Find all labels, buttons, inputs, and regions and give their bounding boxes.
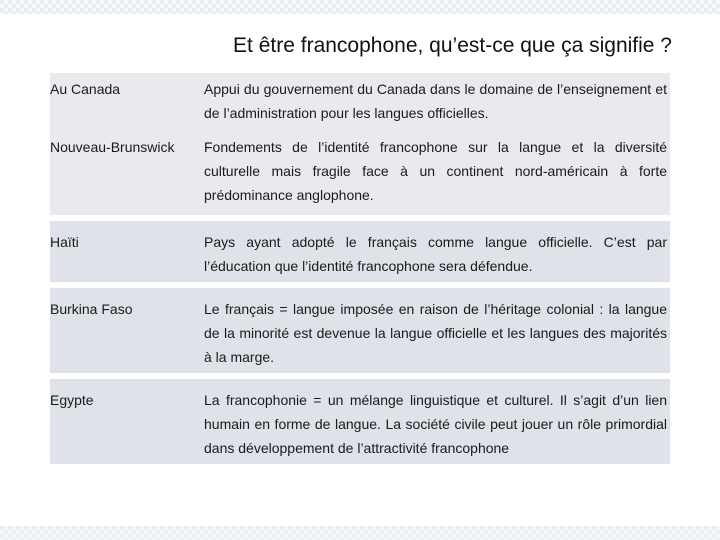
row-label: Burkina Faso <box>50 285 202 376</box>
row-label: Au Canada <box>50 73 202 130</box>
table-row <box>50 130 670 218</box>
row-description: Fondements de l’identité francophone sur la langue et la diversité culturelle mais fragile face à un continent nord-américain à forte prédominance anglophone. <box>202 130 670 218</box>
table-row <box>50 285 670 376</box>
francophone-table <box>50 73 670 464</box>
bottom-decorative-border <box>0 526 720 540</box>
top-decorative-border <box>0 0 720 14</box>
table-row <box>50 376 670 464</box>
row-label: Nouveau-Brunswick <box>50 130 202 218</box>
table-row <box>50 218 670 285</box>
table-row <box>50 73 670 130</box>
row-label: Egypte <box>50 376 202 464</box>
row-description: Appui du gouvernement du Canada dans le domaine de l’enseignement et de l’administration pour les langues officielles. <box>202 73 670 130</box>
row-description: Le français = langue imposée en raison de l’héritage colonial : la langue de la minorité est devenue la langue officielle et les langues des majorités à la marge. <box>202 285 670 376</box>
row-label: Haïti <box>50 218 202 285</box>
row-description: La francophonie = un mélange linguistique et culturel. Il s’agit d’un lien humain en forme de langue. La société civile peut jouer un rôle primordial dans développement de l’attractivité francophone <box>202 376 670 464</box>
row-description: Pays ayant adopté le français comme langue officielle. C’est par l’éducation que l’identité francophone sera défendue. <box>202 218 670 285</box>
slide-title: Et être francophone, qu’est-ce que ça signifie ? <box>233 34 672 57</box>
